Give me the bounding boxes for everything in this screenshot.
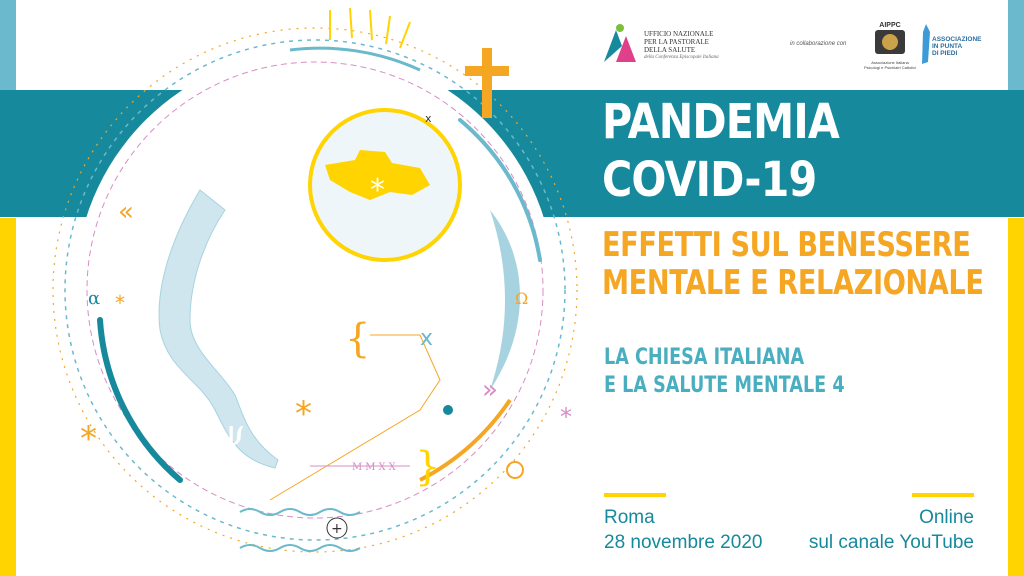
svg-text:*: * (115, 291, 125, 315)
page-title (602, 93, 839, 209)
svg-text:*: * (370, 173, 385, 208)
aippc-sub-2: Psicologi e Psichiatri Cattolici (863, 65, 917, 70)
aip-line-2: IN PUNTA (932, 43, 963, 50)
series-title (604, 344, 845, 400)
svg-text:»: » (482, 375, 498, 405)
event-divider-left (604, 493, 666, 497)
alpha-glyph: α (88, 288, 101, 309)
head-illustration (40, 0, 600, 576)
aippc-logo (860, 22, 920, 72)
svg-text:*: * (560, 403, 572, 431)
plus-glyph: + (331, 521, 343, 537)
foot-icon (920, 22, 932, 66)
main-circle (75, 50, 555, 530)
event-info (604, 505, 762, 555)
online-info (809, 505, 974, 555)
aippc-seal-icon (872, 29, 908, 55)
aippc-name: AIPPC (879, 22, 901, 29)
left-yellow-stripe (0, 218, 16, 576)
ufficio-line-1: UFFICIO NAZIONALE (644, 30, 714, 38)
svg-text:*: * (295, 394, 312, 434)
series-line-1: LA CHIESA ITALIANA (604, 345, 805, 370)
ufficio-mark-icon (600, 22, 640, 66)
online-label: Online (919, 507, 974, 528)
aip-line-3: DI PIEDI (932, 50, 958, 57)
ufficio-line-3: DELLA SALUTE (644, 46, 696, 54)
series-line-2: E LA SALUTE MENTALE 4 (604, 373, 845, 398)
x-glyph-top: x (425, 112, 432, 125)
omega-glyph: Ω (515, 289, 529, 308)
youtube-channel-label: sul canale YouTube (808, 532, 974, 553)
right-teal-stripe (1008, 0, 1024, 90)
ufficio-line-4: della Conferenza Episcopale Italiana (644, 55, 719, 60)
ufficio-nazionale-logo (600, 22, 770, 72)
svg-text:{: { (345, 316, 371, 362)
svg-text:}: } (415, 444, 441, 490)
roman-numeral: MMXX (352, 462, 399, 473)
event-place: Roma (604, 507, 655, 528)
right-yellow-stripe (1008, 218, 1024, 576)
aippc-sub-1: Associazione Italiana (871, 60, 909, 65)
x-glyph-mid: x (420, 326, 434, 351)
in-punta-di-piedi-logo (920, 22, 980, 72)
subtitle-line-1: EFFETTI SUL BENESSERE (602, 225, 971, 265)
event-date: 28 novembre 2020 (604, 532, 763, 553)
aip-line-1: ASSOCIAZIONE (932, 36, 982, 43)
svg-text:«: « (118, 197, 134, 227)
psi-glyph: ψ (217, 413, 246, 454)
title-line-1: PANDEMIA (602, 94, 839, 150)
svg-text:*: * (80, 419, 97, 459)
title-line-2: COVID-19 (602, 152, 817, 208)
collaboration-text: in collaborazione con (790, 41, 847, 47)
event-divider-right (912, 493, 974, 497)
cross-icon (482, 48, 492, 118)
subtitle-line-2: MENTALE E RELAZIONALE (602, 263, 984, 303)
subtitle (602, 226, 984, 302)
left-teal-stripe (0, 0, 16, 90)
ufficio-line-2: PER LA PASTORALE (644, 38, 709, 46)
